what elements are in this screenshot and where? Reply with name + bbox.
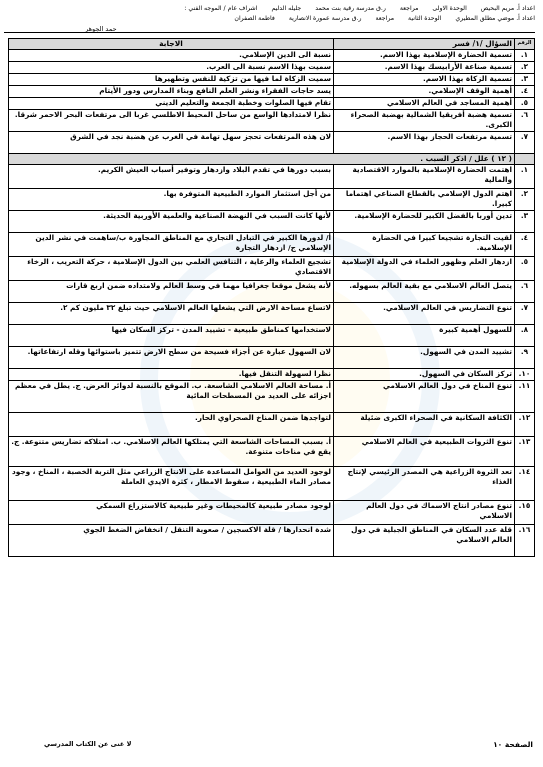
table-row <box>9 325 535 347</box>
row-question: تدين أوربا بالفضل الكبير للحضارة الإسلامية. <box>334 211 515 233</box>
row-question: تنوع مصادر انتاج الاسماك في دول العالم الاسلامي <box>334 501 515 525</box>
table-row <box>9 62 535 74</box>
header-school-1: ر.ق مدرسة رقية بنت محمد <box>315 5 386 12</box>
header-supervision-label: اشراف عام / الموجه الفني : <box>184 5 258 12</box>
questions-table <box>8 38 535 557</box>
table-row <box>9 233 535 257</box>
header-unit-1: الوحدة الاولى <box>432 5 467 12</box>
row-question: تشييد المدن في السهول. <box>334 347 515 369</box>
page-footer <box>8 740 533 754</box>
table-row <box>9 501 535 525</box>
header-divider <box>4 32 535 33</box>
row-answer: أ. مساحة العالم الاسلامي الشاسعة. ب. الموقع بالنسبة لدوائر العرض. ج. يطل في معظم اجزائه على العديد من المسطحات المائية <box>9 381 334 413</box>
row-answer: لتواجدها ضمن المناخ الصحراوي الحار. <box>9 413 334 437</box>
row-number: ٤. <box>515 233 535 257</box>
page-number: الصفحة ١٠ <box>493 740 533 749</box>
table-row <box>9 86 535 98</box>
table-row <box>9 413 535 437</box>
row-answer: بسبب دورها في تقدم البلاد وازدهار وتوفير أسباب العيش الكريم. <box>9 165 334 189</box>
row-answer: أ/ لدورها الكبير في التبادل التجاري مع المناطق المجاورة ب/ساهمت في نشر الدين الإسلامي ج/ ازدهار التجارة <box>9 233 334 257</box>
row-number: ٦. <box>515 281 535 303</box>
table-row <box>9 437 535 467</box>
table-row <box>9 74 535 86</box>
row-number: ٩. <box>515 347 535 369</box>
part2-body <box>9 165 535 557</box>
row-answer: لوجود مصادر طبيعية كالمحيطات وغير طبيعية كالاستزراع السمكي <box>9 501 334 525</box>
table-row <box>9 303 535 325</box>
row-answer: لاتساع مساحة الارض التي يشغلها العالم الاسلامي حيث تبلغ ٣٢ مليون كم ٢. <box>9 303 334 325</box>
row-question: الكثافة السكانية في الصحراء الكبرى ضئيلة <box>334 413 515 437</box>
row-number: ٣. <box>515 74 535 86</box>
row-answer: يسد حاجات الفقراء ونشر العلم النافع وبناء المدارس ودور الأيتام <box>9 86 334 98</box>
row-answer: تشجيع العلماء والرعاية ، التنافس العلمي بين الدول الإسلامية ، حركة التعريب ، الرخاء الاقتصادي <box>9 257 334 281</box>
table-row <box>9 347 535 369</box>
section-header-row <box>9 154 535 165</box>
row-number: ٧. <box>515 132 535 154</box>
row-number: ١٤. <box>515 467 535 501</box>
row-answer: لاستخدامها كمناطق طبيعية - تشييد المدن - تركز السكان فيها <box>9 325 334 347</box>
table-row <box>9 525 535 557</box>
row-answer: أ. بسبب المساحات الشاسعة التي يمتلكها العالم الاسلامي. ب. امتلاكه تضاريس متنوعة. ج. يقع في مناخات متنوعة. <box>9 437 334 467</box>
row-question: تسمية هضبة أفريقيا الشمالية بهضبة الصحراء الكبرى. <box>334 110 515 132</box>
header-row-1 <box>30 4 535 14</box>
table-row <box>9 98 535 110</box>
row-number: ٦. <box>515 110 535 132</box>
header-review-label-1: مراجعة <box>399 5 419 12</box>
row-answer: نسبة الى الدين الإسلامي. <box>9 50 334 62</box>
row-number: ١٠. <box>515 369 535 381</box>
table-row <box>9 369 535 381</box>
row-answer: لأنه يشغل موقعا جغرافيا مهما في وسط العالم ولامتداده ضمن اربع قارات <box>9 281 334 303</box>
table-row <box>9 467 535 501</box>
row-answer: لوجود العديد من العوامل المساعدة على الانتاج الزراعي مثل التربة الخصبة ، المناخ ، وجود مصادر الماء الطبيعية ، سقوط الامطار ، كثرة الايدي العاملة <box>9 467 334 501</box>
row-number: ٥. <box>515 98 535 110</box>
col-number-header: الرقم <box>515 39 535 50</box>
document-header <box>30 4 535 34</box>
table-row <box>9 189 535 211</box>
row-number: ١٦. <box>515 525 535 557</box>
header-prepared-by-2: اعداد أ. موضي مطلق المطيري <box>455 15 535 22</box>
col-question-header: السؤال /١/ فسر <box>334 39 515 50</box>
row-number: ١٣. <box>515 437 535 467</box>
row-number: ١٥. <box>515 501 535 525</box>
row-question: للسهول أهمية كبيرة <box>334 325 515 347</box>
row-answer: سميت الزكاة لما فيها من تزكية للنفس وتطهيرها <box>9 74 334 86</box>
row-answer: لان هذه المرتفعات تحجز سهل تهامة في الغرب عن هضبة نجد في الشرق <box>9 132 334 154</box>
table-row <box>9 110 535 132</box>
row-number: ٢. <box>515 189 535 211</box>
row-question: اهتمت الحضارة الإسلامية بالموارد الاقتصادية والمالية <box>334 165 515 189</box>
table-row <box>9 50 535 62</box>
row-answer: تقام فيها الصلوات وخطبة الجمعة والتعليم الديني <box>9 98 334 110</box>
row-question: أهمية الوقف الإسلامي. <box>334 86 515 98</box>
row-question: تنوع المناخ في دول العالم الاسلامي <box>334 381 515 413</box>
row-answer: لأنها كانت السبب في النهضة الصناعية والعلمية الأوربية الحديثة. <box>9 211 334 233</box>
row-question: أهمية المساجد في العالم الاسلامي <box>334 98 515 110</box>
row-question: تنوع التضاريس في العالم الاسلامي. <box>334 303 515 325</box>
header-unit-2: الوحدة الثانية <box>408 15 442 22</box>
row-question: قلة عدد السكان في المناطق الجبلية في دول العالم الاسلامي <box>334 525 515 557</box>
row-number: ١١. <box>515 381 535 413</box>
row-number: ٨. <box>515 325 535 347</box>
row-answer: شدة انحدارها / قلة الاكسجين / صعوبة التنقل / انخفاض الضغط الجوي <box>9 525 334 557</box>
header-supervisor-name: حمد الجوهر <box>85 25 117 33</box>
part1-body <box>9 50 535 154</box>
table-row <box>9 257 535 281</box>
section-number-cell <box>515 154 535 165</box>
row-question: تعد الثروة الزراعية هي المصدر الرئيسي لإنتاج الغذاء <box>334 467 515 501</box>
row-question: تركز السكان في السهول. <box>334 369 515 381</box>
row-number: ٣. <box>515 211 535 233</box>
table-row <box>9 165 535 189</box>
row-number: ١. <box>515 165 535 189</box>
header-prepared-by-1: اعداد أ. مريم البحيص <box>480 5 535 12</box>
header-school-2: ر.ق مدرسة عمورة الانصارية <box>288 15 362 22</box>
table-row <box>9 211 535 233</box>
header-reviewer-1: جليله الدليم <box>271 5 302 12</box>
header-reviewer-2: فاطمة الصفران <box>234 15 275 22</box>
table-row <box>9 381 535 413</box>
row-number: ١٢. <box>515 413 535 437</box>
row-question: تسمية الحضارة الإسلامية بهذا الاسم. <box>334 50 515 62</box>
row-answer: لان السهول عبارة عن أجزاء فسيحة من سطح الارض تتميز باستوائها وقله ارتفاعاتها. <box>9 347 334 369</box>
row-question: تسمية مرتفعات الحجاز بهذا الاسم. <box>334 132 515 154</box>
row-number: ٥. <box>515 257 535 281</box>
row-question: تسمية الزكاة بهذا الاسم. <box>334 74 515 86</box>
row-number: ٧. <box>515 303 535 325</box>
row-question: لقيت التجارة تشجيعا كبيرا في الحضارة الإسلامية. <box>334 233 515 257</box>
row-number: ٢. <box>515 62 535 74</box>
row-answer: نظرا لامتدادها الواسع من ساحل المحيط الاطلسي غربا الى مرتفعات البحر الاحمر شرقا. <box>9 110 334 132</box>
table-row <box>9 281 535 303</box>
table-row <box>9 132 535 154</box>
row-number: ٤. <box>515 86 535 98</box>
row-answer: سميت بهذا الاسم نسبة الى العرب. <box>9 62 334 74</box>
section-title: ( ١٢ ) علل / اذكر السبب . <box>9 154 515 165</box>
footer-note: لا غنى عن الكتاب المدرسي <box>44 740 132 748</box>
row-question: تنوع الثروات الطبيعية في العالم الاسلامي <box>334 437 515 467</box>
header-review-label-2: مراجعة <box>375 15 395 22</box>
row-answer: من أجل استثمار الموارد الطبيعية المتوفرة بها. <box>9 189 334 211</box>
header-row-2 <box>30 14 535 24</box>
row-question: يتصل العالم الاسلامي مع بقية العالم بسهوله. <box>334 281 515 303</box>
row-number: ١. <box>515 50 535 62</box>
table-header-row <box>9 39 535 50</box>
col-answer-header: الاجابة <box>9 39 334 50</box>
row-answer: نظرا لسهولة التنقل فيها. <box>9 369 334 381</box>
row-question: اهتم الدول الإسلامي بالقطاع الصناعي اهتماما كبيرا. <box>334 189 515 211</box>
row-question: تسمية صناعة الأرابيسك بهذا الاسم. <box>334 62 515 74</box>
row-question: ازدهار العلم وظهور العلماء في الدولة الإسلامية <box>334 257 515 281</box>
